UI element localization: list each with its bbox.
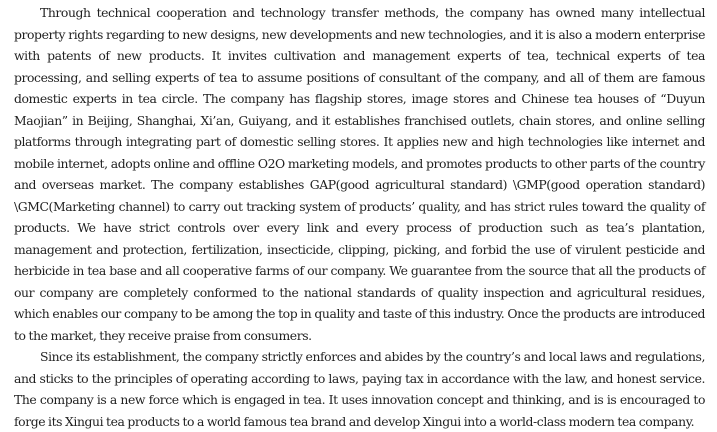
paragraph-company-principles: Since its establishment, the company strictly enforces and abides by the country’s and local laws and regulations, and sticks to the principles of operating according to laws, paying tax in accordance with the law, and honest service. The company is a new force which is engaged in tea. It uses innovation concept and thinking, and is is encouraged to forge its Xingui tea products to a world famous tea brand and develop Xingui into a world-class modern tea company. xyxy=(14,349,705,429)
paragraph-company-profile: Through technical cooperation and technology transfer methods, the company has owned many intellectual property rights regarding to new designs, new developments and new technologies, and it is also a modern enterprise with patents of new products. It invites cultivation and management experts of tea, technical experts of tea processing, and selling experts of tea to assume positions of consultant of the company, and all of them are famous domestic experts in tea circle. The company has flagship stores, image stores and Chinese tea houses of “Duyun Maojian” in Beijing, Shanghai, Xi’an, Guiyang, and it establishes franchised outlets, chain stores, and online selling platforms through integrating part of domestic selling stores. It applies new and high technologies like internet and mobile internet, adopts online and offline O2O marketing models, and promotes products to other parts of the country and overseas market. The company establishes GAP(good agricultural standard) \GMP(good operation standard) \GMC(Marketing channel) to carry out tracking system of products’ quality, and has strict rules toward the quality of products. We have strict controls over every link and every process of production such as tea’s plantation, management and protection, fertilization, insecticide, clipping, picking, and forbid the use of virulent pesticide and herbicide in tea base and all cooperative farms of our company. We guarantee from the source that all the products of our company are completely conformed to the national standards of quality inspection and agricultural residues, which enables our company to be among the top in quality and taste of this industry. Once the products are introduced to the market, they receive praise from consumers. xyxy=(14,5,705,343)
